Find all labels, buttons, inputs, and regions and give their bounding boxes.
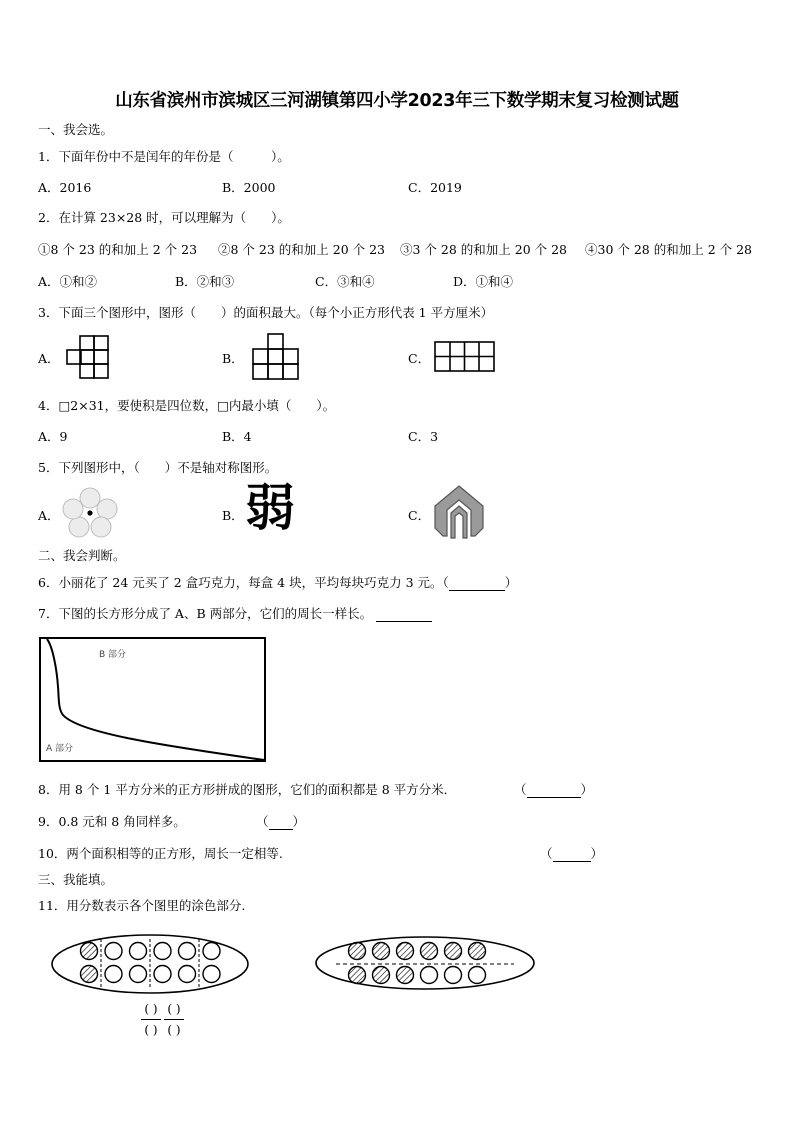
question-4-stem: 4．□2×31，要使积是四位数，□内最小填（ ）。 [38,398,336,413]
question-8-stem: 8．用 8 个 1 平方分米的正方形拼成的图形，它们的面积都是 8 平方分米． [38,782,457,797]
q7-text: 7．下图的长方形分成了 A、B 两部分，它们的周长一样长。 [38,606,373,621]
shaded-circle [349,967,366,984]
shaded-circle [373,967,390,984]
shaded-circle [397,967,414,984]
question-2-stem: 2．在计算 23×28 时，可以理解为（ ）。 [38,210,290,225]
q2-option-d[interactable]: D．①和④ [453,274,514,289]
q3-label-b[interactable]: B． [222,351,244,366]
q6-text: 6．小丽花了 24 元买了 2 盒巧克力，每盒 4 块，平均每块巧克力 3 元。（ [38,575,449,590]
unshaded-circle [105,966,122,983]
q2-statement-3: ③3 个 28 的和加上 20 个 28 [400,242,568,257]
shaded-circle [469,943,486,960]
q3-label-c[interactable]: C． [408,351,431,366]
q1-option-a[interactable]: A．2016 [38,180,92,195]
shaded-circle [81,966,98,983]
q3-label-a[interactable]: A． [38,351,60,366]
question-1-stem: 1．下面年份中不是闰年的年份是（ ）。 [38,149,290,164]
q8-close-paren: ） [580,782,594,797]
q7-label-a: A 部分 [46,744,74,754]
q11-fraction-1-numerator[interactable]: ( ) [144,1002,158,1016]
q2-statement-2: ②8 个 23 的和加上 20 个 23 [218,242,386,257]
q10-open-paren: （ [540,846,553,861]
section-heading-fill: 三、我能填。 [38,872,114,887]
q5-label-b[interactable]: B． [222,508,244,523]
q2-option-c[interactable]: C．③和④ [315,274,375,289]
q5-label-a[interactable]: A． [38,508,60,523]
q8-open-paren: （ [514,782,527,797]
unshaded-circle [421,967,438,984]
section-heading-choice: 一、我会选。 [38,122,114,137]
unshaded-circle [154,943,171,960]
q3-shape-a-grid [66,335,112,381]
unshaded-circle [130,943,147,960]
q3-shape-b-grid [252,333,300,381]
q1-option-c[interactable]: C．2019 [408,180,462,195]
section-heading-judge: 二、我会判断。 [38,548,126,563]
q4-option-c[interactable]: C．3 [408,429,439,444]
q9-answer[interactable] [256,812,305,830]
unshaded-circle [179,966,196,983]
q5-label-c[interactable]: C． [408,508,431,523]
q5-flower-icon [62,487,118,537]
unshaded-circle [203,966,220,983]
unshaded-circle [130,966,147,983]
q10-answer-blank[interactable] [553,846,591,862]
question-6-stem [38,573,517,591]
q6-close-paren: ） [504,575,518,590]
q7-label-b: B 部分 [99,650,127,660]
shaded-circle [81,943,98,960]
unshaded-circle [179,943,196,960]
q2-statement-4: ④30 个 28 的和加上 2 个 28 [585,242,753,257]
shaded-circle [397,943,414,960]
shaded-circle [373,943,390,960]
question-10-stem: 10．两个面积相等的正方形，周长一定相等. [38,846,283,861]
q11-fraction-2-denominator[interactable]: ( ) [167,1023,181,1037]
q7-answer-blank[interactable] [376,606,432,622]
question-7-stem [38,604,432,622]
q9-close-paren: ） [292,814,306,829]
q11-figure-1 [50,933,250,995]
q5-logo-icon [431,484,487,542]
question-5-stem: 5．下列图形中，（ ）不是轴对称图形。 [38,460,278,475]
q4-option-a[interactable]: A．9 [38,429,68,444]
q7-rectangle-figure [39,637,267,763]
q11-fraction-1[interactable] [141,1001,161,1038]
shaded-circle [421,943,438,960]
page-title: 山东省滨州市滨城区三河湖镇第四小学2023年三下数学期末复习检测试题 [115,91,679,111]
q9-answer-blank[interactable] [269,814,293,830]
q5-weak-character: 弱 [245,479,295,537]
question-3-stem: 3．下面三个图形中，图形（ ）的面积最大。（每个小正方形代表 1 平方厘米） [38,305,494,320]
q11-fraction-1-denominator[interactable]: ( ) [144,1023,158,1037]
q11-fraction-2-bar [164,1019,184,1020]
q11-fraction-2-numerator[interactable]: ( ) [167,1002,181,1016]
unshaded-circle [445,967,462,984]
q2-statement-1: ①8 个 23 的和加上 2 个 23 [38,242,198,257]
q2-option-a[interactable]: A．①和② [38,274,98,289]
q6-answer-blank[interactable] [449,575,505,591]
q10-answer[interactable] [540,844,603,862]
q3-shape-c-grid [434,341,496,373]
q10-close-paren: ） [590,846,604,861]
q11-figure-2 [314,935,536,991]
unshaded-circle [105,943,122,960]
q11-fraction-1-bar [141,1019,161,1020]
unshaded-circle [203,943,220,960]
q11-fraction-2[interactable] [164,1001,184,1038]
question-9-stem: 9．0.8 元和 8 角同样多。 [38,814,186,829]
shaded-circle [445,943,462,960]
q2-option-b[interactable]: B．②和③ [175,274,235,289]
unshaded-circle [154,966,171,983]
q9-open-paren: （ [256,814,269,829]
shaded-circle [349,943,366,960]
question-11-stem: 11．用分数表示各个图里的涂色部分. [38,898,246,913]
unshaded-circle [469,967,486,984]
q8-answer[interactable] [514,780,593,798]
q1-option-b[interactable]: B．2000 [222,180,276,195]
q4-option-b[interactable]: B．4 [222,429,252,444]
q8-answer-blank[interactable] [527,782,581,798]
